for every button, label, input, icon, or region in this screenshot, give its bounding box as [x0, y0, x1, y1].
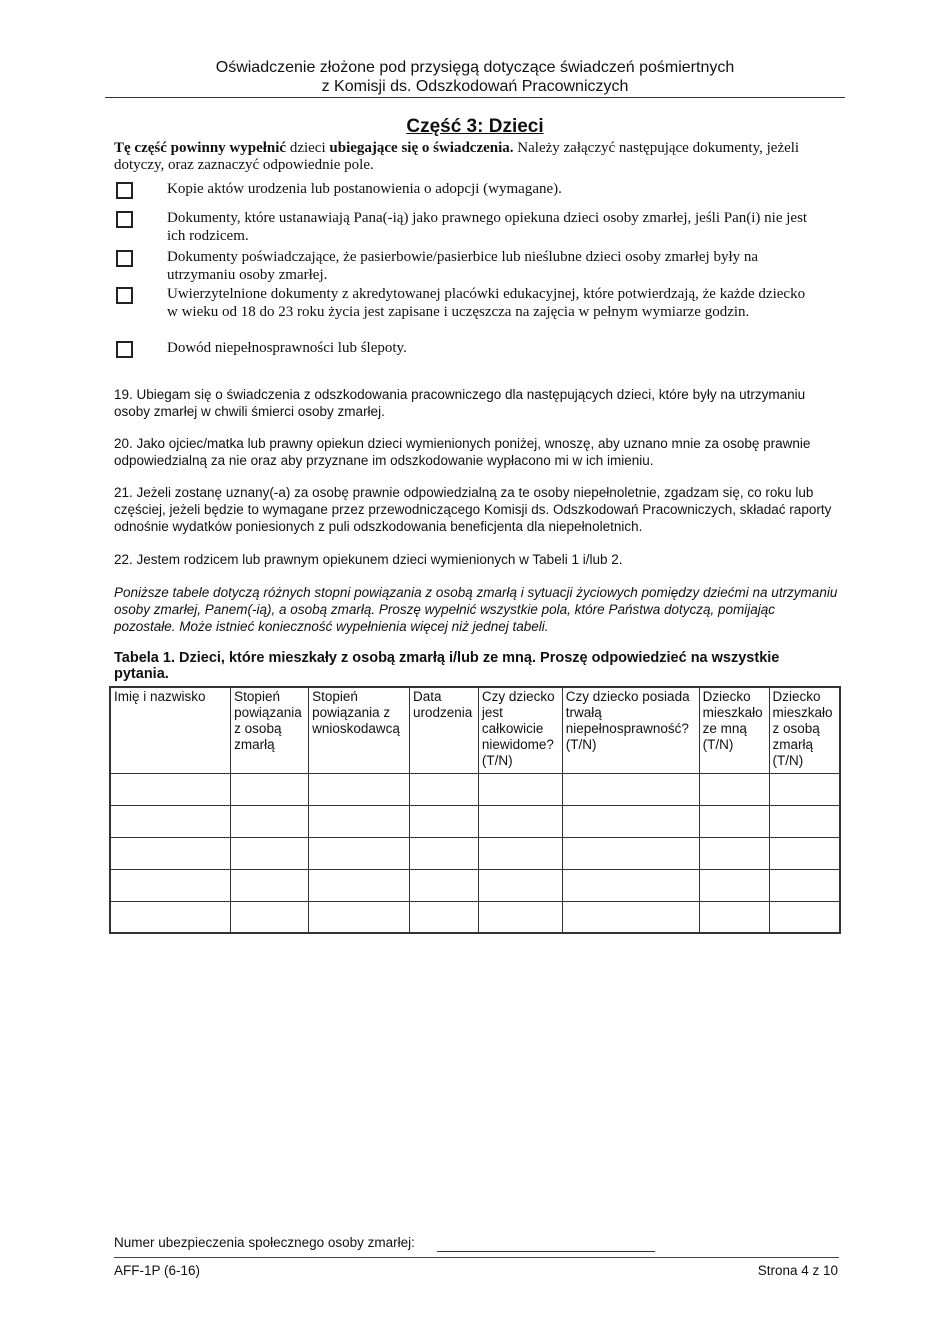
table-cell[interactable] — [409, 805, 478, 837]
table-row — [110, 901, 840, 933]
table-row — [110, 805, 840, 837]
ssn-label: Numer ubezpieczenia społecznego osoby zmarłej: — [114, 1235, 415, 1250]
table-1-caption: Tabela 1. Dzieci, które mieszkały z osobą zmarłą i/lub ze mną. Proszę odpowiedzieć na wszystkie pytania. — [114, 650, 780, 682]
checklist-item-label: Dowód niepełnosprawności lub ślepoty. — [167, 340, 407, 356]
table-cell[interactable] — [478, 805, 562, 837]
table-cell[interactable] — [309, 805, 410, 837]
disability-proof-checkbox[interactable] — [116, 341, 133, 358]
table-cell[interactable] — [309, 869, 410, 901]
table-cell[interactable] — [562, 805, 699, 837]
paragraph-21: 21. Jeżeli zostanę uznany(-a) za osobę prawnie odpowiedzialną za te osoby niepełnoletnie, zgadzam się, co roku lub częściej, jeżeli będzie to wymagane przez przewodniczącego Komisji ds. Odszkodowań Pracowniczych, składać raporty odnośnie wydatków poniesionych z puli odszkodowania beneficjenta dla niepełnoletnich. — [114, 485, 832, 534]
paragraph-20: 20. Jako ojciec/matka lub prawny opiekun dzieci wymienionych poniżej, wnoszę, aby uznano mnie za osobę prawnie odpowiedzialną za nie oraz aby przyznane im odszkodowanie wypłacono mi w ich imieniu. — [114, 436, 811, 468]
checklist-item-label: Uwierzytelnione dokumenty z akredytowanej placówki edukacyjnej, które potwierdzają, że każde dziecko w wieku od 18 do 23 roku życia jest zapisane i uczęszcza na zajęcia w pełnym wymiarze godzin. — [167, 286, 806, 320]
header-divider — [105, 97, 845, 98]
table-cell[interactable] — [110, 805, 231, 837]
education-documents-checkbox[interactable] — [116, 287, 133, 304]
table-cell[interactable] — [309, 901, 410, 933]
table-cell[interactable] — [562, 773, 699, 805]
table-cell[interactable] — [769, 869, 840, 901]
footer-divider — [114, 1257, 839, 1258]
header-line-1: Oświadczenie złożone pod przysięgą dotyczące świadczeń pośmiertnych — [215, 59, 735, 76]
table-cell[interactable] — [478, 773, 562, 805]
table-cell[interactable] — [562, 837, 699, 869]
stepchildren-documents-checkbox[interactable] — [116, 250, 133, 267]
ssn-input-line[interactable] — [437, 1251, 655, 1252]
page-number: Strona 4 z 10 — [757, 1263, 838, 1278]
column-header: Dziecko mieszkało z osobą zmarłą (T/N) — [769, 687, 840, 773]
column-header: Data urodzenia — [409, 687, 478, 773]
table-cell[interactable] — [409, 869, 478, 901]
column-header: Stopień powiązania z wnioskodawcą — [309, 687, 410, 773]
checklist-item-label: Kopie aktów urodzenia lub postanowienia o adopcji (wymagane). — [167, 181, 562, 197]
column-header: Czy dziecko posiada trwałą niepełnosprawność? (T/N) — [562, 687, 699, 773]
table-cell[interactable] — [562, 901, 699, 933]
table-cell[interactable] — [110, 837, 231, 869]
tables-note: Poniższe tabele dotyczą różnych stopni powiązania z osobą zmarłą i sytuacji życiowych pomiędzy dziećmi na utrzymaniu osoby zmarłej, Panem(-ią), a osobą zmarłą. Proszę wypełnić wszystkie pola, które Państwa dotyczą, pomijając pozostałe. Może istnieć konieczność wypełnienia więcej niż jednej tabeli. — [114, 585, 838, 634]
checklist-item-label: Dokumenty, które ustanawiają Pana(-ią) jako prawnego opiekuna dzieci osoby zmarłej, jeśli Pan(i) nie jest ich rodzicem. — [167, 210, 808, 244]
table-header-row — [110, 687, 840, 773]
table-cell[interactable] — [562, 869, 699, 901]
table-cell[interactable] — [478, 869, 562, 901]
table-cell[interactable] — [478, 837, 562, 869]
table-cell[interactable] — [309, 837, 410, 869]
table-cell[interactable] — [478, 901, 562, 933]
paragraph-19: 19. Ubiegam się o świadczenia z odszkodowania pracowniczego dla następujących dzieci, które były na utrzymaniu osoby zmarłej w chwili śmierci osoby zmarłej. — [114, 387, 806, 419]
table-cell[interactable] — [699, 805, 769, 837]
table-cell[interactable] — [231, 869, 309, 901]
checklist-item-label: Dokumenty poświadczające, że pasierbowie/pasierbice lub nieślubne dzieci osoby zmarłej były na utrzymaniu osoby zmarłej. — [167, 249, 759, 283]
birth-certificate-checkbox[interactable] — [116, 182, 133, 199]
page-header — [105, 58, 845, 96]
table-cell[interactable] — [231, 901, 309, 933]
table-cell[interactable] — [769, 773, 840, 805]
table-cell[interactable] — [309, 773, 410, 805]
table-cell[interactable] — [110, 869, 231, 901]
header-line-2: z Komisji ds. Odszkodowań Pracowniczych — [321, 78, 629, 95]
column-header: Stopień powiązania z osobą zmarłą — [231, 687, 309, 773]
children-table — [109, 686, 841, 934]
guardian-documents-checkbox[interactable] — [116, 211, 133, 228]
table-row — [110, 869, 840, 901]
table-cell[interactable] — [699, 869, 769, 901]
intro-bold-1: Tę część powinny wypełnić — [114, 140, 287, 156]
table-cell[interactable] — [409, 773, 478, 805]
intro-bold-2: ubiegające się o świadczenia. — [329, 140, 514, 156]
column-header: Imię i nazwisko — [110, 687, 231, 773]
part-title: Część 3: Dzieci — [406, 116, 544, 137]
table-cell[interactable] — [409, 837, 478, 869]
table-cell[interactable] — [699, 837, 769, 869]
intro-text-1: dzieci — [286, 140, 330, 156]
table-cell[interactable] — [769, 837, 840, 869]
table-cell[interactable] — [110, 773, 231, 805]
column-header: Dziecko mieszkało ze mną (T/N) — [699, 687, 769, 773]
intro-text-2: Należy załączyć następujące dokumenty, jeżeli dotyczy, oraz zaznaczyć odpowiednie pole. — [114, 140, 800, 173]
table-cell[interactable] — [110, 901, 231, 933]
paragraph-22: 22. Jestem rodzicem lub prawnym opiekunem dzieci wymienionych w Tabeli 1 i/lub 2. — [114, 552, 623, 567]
intro-text — [114, 140, 824, 174]
table-cell[interactable] — [231, 837, 309, 869]
table-cell[interactable] — [231, 773, 309, 805]
table-row — [110, 837, 840, 869]
table-cell[interactable] — [769, 805, 840, 837]
form-code: AFF-1P (6-16) — [114, 1263, 201, 1278]
table-cell[interactable] — [769, 901, 840, 933]
table-row — [110, 773, 840, 805]
table-cell[interactable] — [699, 901, 769, 933]
table-cell[interactable] — [699, 773, 769, 805]
table-cell[interactable] — [231, 805, 309, 837]
column-header: Czy dziecko jest całkowicie niewidome? (T/N) — [478, 687, 562, 773]
table-cell[interactable] — [409, 901, 478, 933]
